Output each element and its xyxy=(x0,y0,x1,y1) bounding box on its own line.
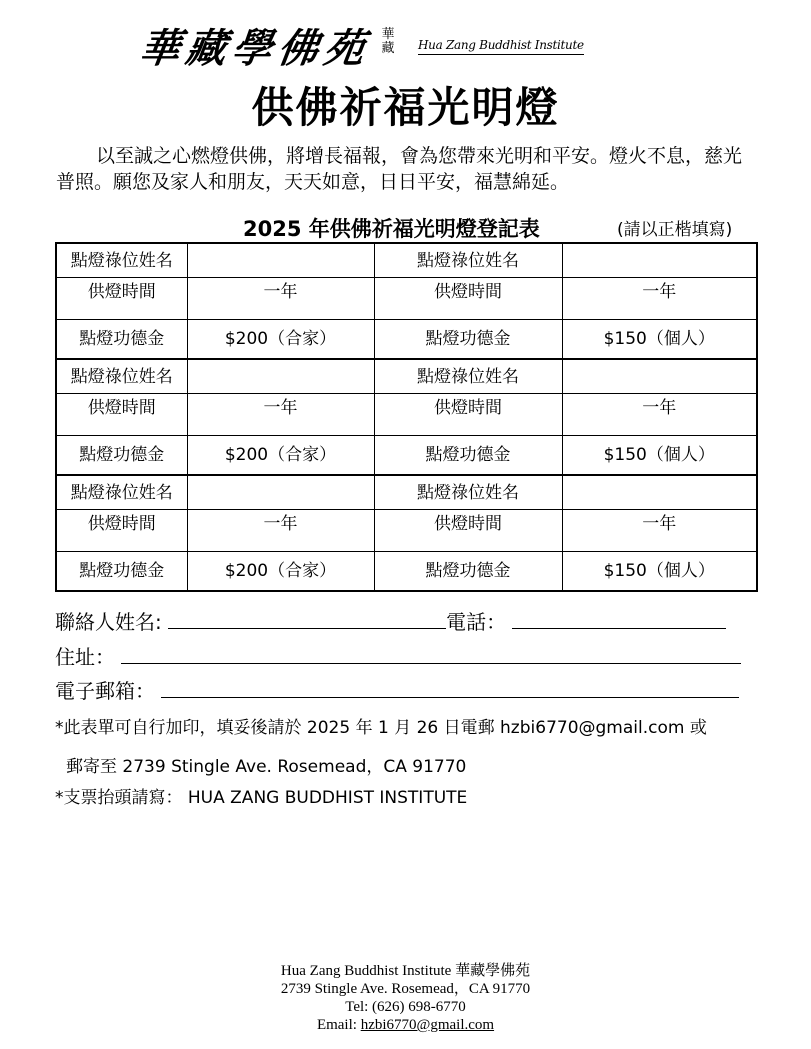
note-line-2: 郵寄至 2739 Stingle Ave. Rosemead，CA 91770 xyxy=(66,757,467,777)
contact-name-field[interactable] xyxy=(168,608,446,629)
phone-label: 電話： xyxy=(446,610,507,634)
name-input-cell[interactable] xyxy=(187,243,374,278)
footer-institute: Hua Zang Buddhist Institute 華藏學佛苑 xyxy=(280,963,531,979)
time-label-cell: 供燈時間 xyxy=(56,510,187,552)
name-input-cell[interactable] xyxy=(562,475,757,510)
footer-email-prefix: Email: xyxy=(316,1017,361,1033)
fee-value-cell: $150（個人） xyxy=(562,320,757,360)
footer-email-link[interactable]: hzbi6770@gmail.com xyxy=(360,1017,495,1033)
name-input-cell[interactable] xyxy=(187,359,374,394)
logo-seal: 華藏 xyxy=(381,27,395,56)
time-value-cell: 一年 xyxy=(187,510,374,552)
address-field[interactable] xyxy=(121,643,741,664)
footer xyxy=(0,962,811,1034)
name-input-cell[interactable] xyxy=(562,243,757,278)
fee-value-cell: $150（個人） xyxy=(562,436,757,476)
fee-label-cell: 點燈功德金 xyxy=(56,320,187,360)
footer-email-row xyxy=(0,1016,811,1034)
table-row-name xyxy=(56,243,757,278)
table-row-fee xyxy=(56,552,757,592)
fee-value-cell: $200（合家） xyxy=(187,552,374,592)
name-input-cell[interactable] xyxy=(187,475,374,510)
logo-calligraphy: 華藏學佛苑 xyxy=(136,25,374,72)
page-title: 供佛祈福光明燈 xyxy=(251,83,560,132)
footer-address: 2739 Stingle Ave. Rosemead，CA 91770 xyxy=(280,981,531,997)
time-label-cell: 供燈時間 xyxy=(374,394,562,436)
fee-value-cell: $150（個人） xyxy=(562,552,757,592)
fee-label-cell: 點燈功德金 xyxy=(374,552,562,592)
registration-table xyxy=(55,242,758,592)
name-label-cell: 點燈祿位姓名 xyxy=(56,359,187,394)
note-line-1: *此表單可自行加印，填妥後請於 2025 年 1 月 26 日電郵 hzbi6770@gmail.com 或 xyxy=(55,718,707,738)
table-row-time xyxy=(56,510,757,552)
fee-value-cell: $200（合家） xyxy=(187,436,374,476)
time-label-cell: 供燈時間 xyxy=(374,278,562,320)
contact-name-label: 聯絡人姓名: xyxy=(55,610,162,634)
contact-name-row xyxy=(55,608,726,636)
email-field[interactable] xyxy=(161,677,739,698)
institute-logo xyxy=(136,24,584,74)
form-note: (請以正楷填寫) xyxy=(617,220,733,240)
name-label-cell: 點燈祿位姓名 xyxy=(374,359,562,394)
email-label: 電子郵箱： xyxy=(55,679,155,703)
time-value-cell: 一年 xyxy=(562,394,757,436)
fee-label-cell: 點燈功德金 xyxy=(374,320,562,360)
time-value-cell: 一年 xyxy=(562,510,757,552)
address-label: 住址： xyxy=(55,645,115,669)
email-row xyxy=(55,677,739,705)
name-label-cell: 點燈祿位姓名 xyxy=(374,475,562,510)
fee-label-cell: 點燈功德金 xyxy=(56,436,187,476)
table-row-time xyxy=(56,394,757,436)
time-label-cell: 供燈時間 xyxy=(56,278,187,320)
table-row-name xyxy=(56,475,757,510)
time-value-cell: 一年 xyxy=(187,394,374,436)
table-row-fee xyxy=(56,320,757,360)
time-value-cell: 一年 xyxy=(562,278,757,320)
table-row-fee xyxy=(56,436,757,476)
table-row-name xyxy=(56,359,757,394)
name-input-cell[interactable] xyxy=(562,359,757,394)
address-row xyxy=(55,643,741,671)
note-line-3: *支票抬頭請寫： HUA ZANG BUDDHIST INSTITUTE xyxy=(55,788,468,808)
fee-value-cell: $200（合家） xyxy=(187,320,374,360)
footer-phone: Tel: (626) 698-6770 xyxy=(345,999,466,1015)
phone-field[interactable] xyxy=(512,608,726,629)
intro-paragraph: 以至誠之心燃燈供佛，將增長福報，會為您帶來光明和平安。燈火不息，慈光普照。願您及家人和朋友，天天如意，日日平安，福慧綿延。 xyxy=(56,145,743,193)
time-label-cell: 供燈時間 xyxy=(56,394,187,436)
name-label-cell: 點燈祿位姓名 xyxy=(56,243,187,278)
fee-label-cell: 點燈功德金 xyxy=(374,436,562,476)
table-row-time xyxy=(56,278,757,320)
time-value-cell: 一年 xyxy=(187,278,374,320)
name-label-cell: 點燈祿位姓名 xyxy=(56,475,187,510)
name-label-cell: 點燈祿位姓名 xyxy=(374,243,562,278)
fee-label-cell: 點燈功德金 xyxy=(56,552,187,592)
time-label-cell: 供燈時間 xyxy=(374,510,562,552)
form-title: 2025 年供佛祈福光明燈登記表 xyxy=(243,217,540,241)
logo-signature: Hua Zang Buddhist Institute xyxy=(418,38,584,55)
